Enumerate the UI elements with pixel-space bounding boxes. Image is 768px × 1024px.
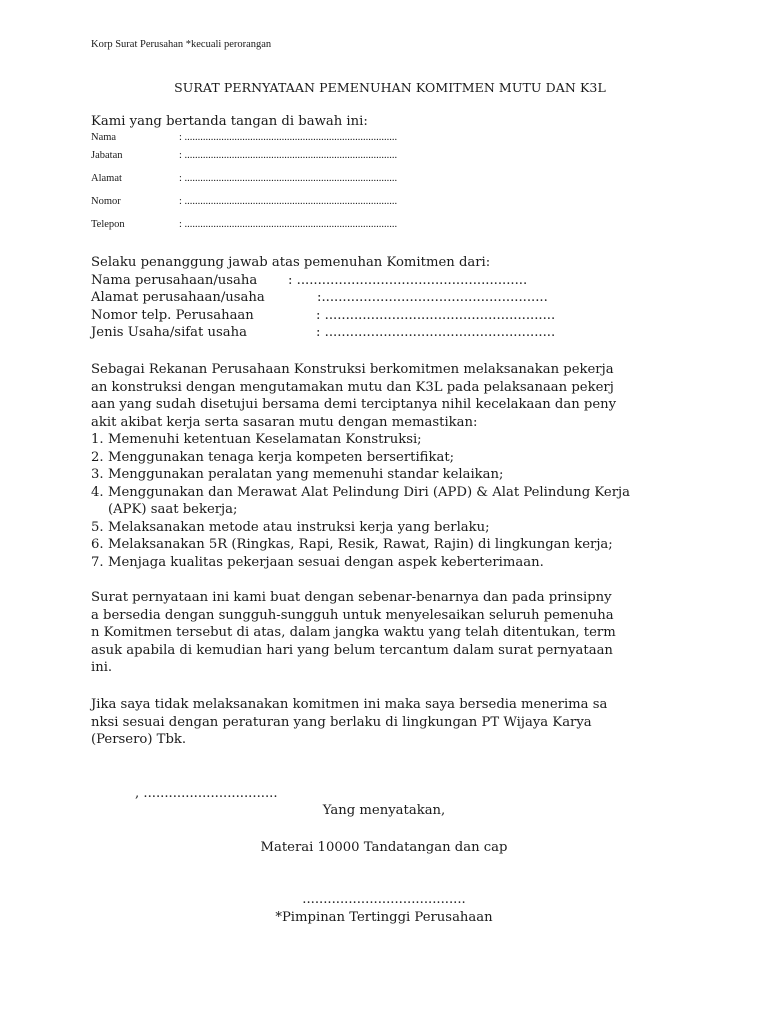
paragraph-line: ini. [91,660,113,675]
signatory-title: *Pimpinan Tertinggi Perusahaan [275,910,493,925]
paragraph-line: (Persero) Tbk. [91,732,187,747]
field-label: Telepon [91,219,125,230]
list-item [91,466,681,484]
field-label: Alamat perusahaan/usaha [91,290,265,305]
field-label: Nama [91,132,117,143]
list-item-text: Memenuhi ketentuan Keselamatan Konstruksi; [108,432,422,447]
field-value: :...................................................... [317,290,548,305]
sanction-section [91,696,681,749]
statement-section [91,589,681,677]
paragraph-line: asuk apabila di kemudian hari yang belum tercantum dalam surat pernyataan [91,642,613,658]
list-number: 4. [91,484,104,500]
field-label: Alamat [91,173,122,184]
field-value: : ....................................................... [288,272,528,288]
paragraph-line: Sebagai Rekanan Perusahaan Konstruksi berkomitmen melaksanakan pekerja [91,362,614,377]
field-value: : ................................................................................. [179,150,398,161]
declarer-label: Yang menyatakan, [322,803,446,818]
paragraph-line: aan yang sudah disetujui bersama demi terciptanya nihil kecelakaan dan peny [91,397,617,412]
field-label: Nomor [91,196,121,207]
field-value: : ....................................................... [316,307,556,323]
field-label: Jenis Usaha/sifat usaha [91,325,248,340]
paragraph-line: nksi sesuai dengan peraturan yang berlaku di lingkungan PT Wijaya Karya [91,714,592,730]
header-note: Korp Surat Perusahan *kecuali perorangan [91,39,272,50]
list-number: 1. [91,432,104,447]
list-number: 2. [91,449,104,465]
list-item-text: Melaksanakan 5R (Ringkas, Rapi, Resik, Rawat, Rajin) di lingkungan kerja; [108,537,613,552]
list-item-text: Menggunakan dan Merawat Alat Pelindung Diri (APD) & Alat Pelindung Kerja [108,484,630,500]
field-label: Nomor telp. Perusahaan [91,307,254,323]
list-item-text: Melaksanakan metode atau instruksi kerja yang berlaku; [108,519,490,535]
field-value: : ................................................................................. [179,219,398,230]
list-item [91,519,681,537]
company-section [91,254,681,342]
paragraph-line: Jika saya tidak melaksanakan komitmen ini maka saya bersedia menerima sa [91,697,608,712]
company-field-row [91,272,681,290]
field-value: : ................................................................................. [179,196,398,207]
list-item-text: Menggunakan tenaga kerja kompeten bersertifikat; [108,449,455,465]
commitment-section [91,361,681,571]
company-field-row [91,324,681,342]
list-item [91,449,681,467]
list-item-text: Menggunakan peralatan yang memenuhi standar kelaikan; [108,467,504,482]
list-number: 3. [91,467,104,482]
field-label: Nama perusahaan/usaha [91,272,258,288]
list-item [91,431,681,449]
responsible-intro: Selaku penanggung jawab atas pemenuhan Komitmen dari: [91,255,491,270]
paragraph-line: a bersedia dengan sungguh-sungguh untuk menyelesaikan seluruh pemenuha [91,607,614,623]
document-title: SURAT PERNYATAAN PEMENUHAN KOMITMEN MUTU DAN K3L [174,80,606,95]
list-item [91,536,681,554]
field-value: : ................................................................................. [179,132,398,143]
paragraph-line: an konstruksi dengan mengutamakan mutu dan K3L pada pelaksanaan pekerj [91,379,614,395]
list-item [91,554,681,572]
intro-text: Kami yang bertanda tangan di bawah ini: [91,114,368,129]
list-item-text-continued: (APK) saat bekerja; [108,502,238,517]
list-item-text: Menjaga kualitas pekerjaan sesuai dengan aspek keberterimaan. [108,554,544,570]
company-field-row [91,289,681,307]
place-date: , ................................ [135,786,278,801]
field-label: Jabatan [91,150,123,161]
list-number: 6. [91,537,104,552]
signature-line: ....................................... [302,892,466,907]
stamp-note: Materai 10000 Tandatangan dan cap [260,840,508,855]
commitment-list [91,431,681,571]
list-number: 7. [91,554,104,570]
paragraph-line: akit akibat kerja serta sasaran mutu dengan memastikan: [91,414,478,430]
field-value: : ....................................................... [316,325,556,340]
paragraph-line: n Komitmen tersebut di atas, dalam jangka waktu yang telah ditentukan, term [91,625,616,640]
list-number: 5. [91,519,104,535]
field-value: : ................................................................................. [179,173,398,184]
list-item [91,484,681,519]
company-field-row [91,307,681,325]
paragraph-line: Surat pernyataan ini kami buat dengan sebenar-benarnya dan pada prinsipny [91,590,612,605]
